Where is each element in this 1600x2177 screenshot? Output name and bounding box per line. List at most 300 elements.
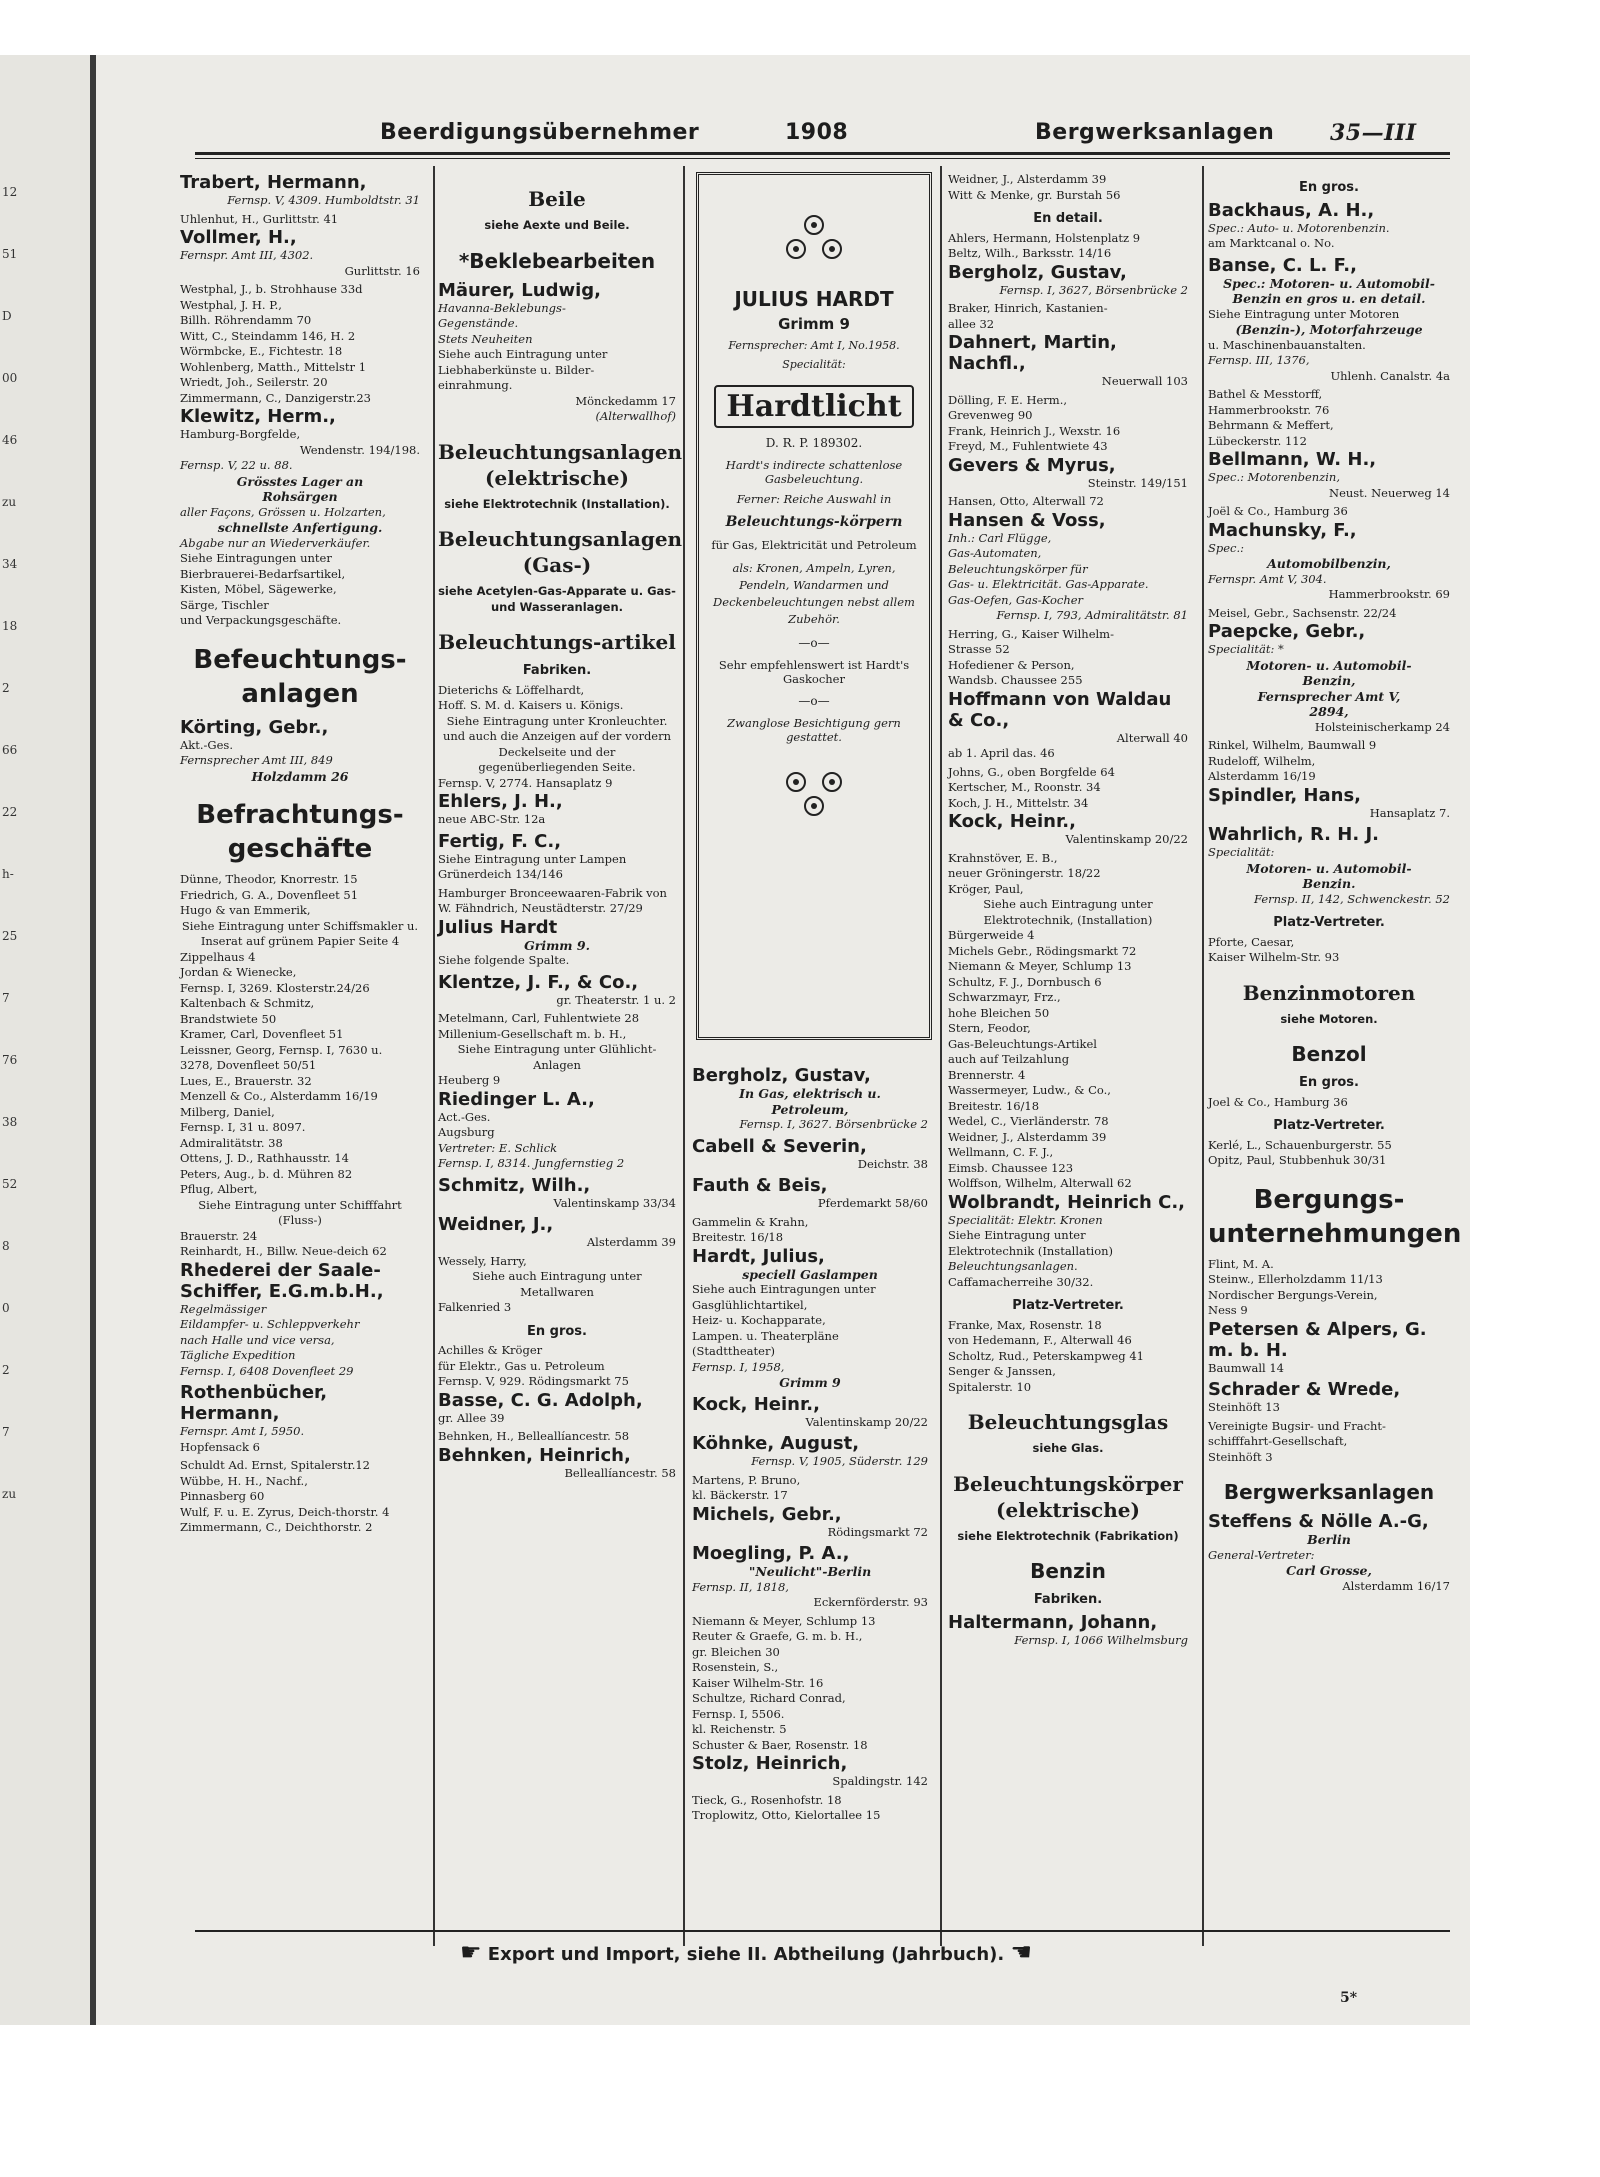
entry-detail: Lampen. u. Theaterpläne bbox=[692, 1328, 839, 1343]
entry-name: Petersen & Alpers, G. m. b. H. bbox=[1208, 1318, 1427, 1361]
entry-detail: Petroleum, bbox=[771, 1101, 849, 1117]
category-heading: Beleuchtungsglas bbox=[967, 1410, 1169, 1434]
directory-entry bbox=[438, 1175, 676, 1212]
entry-line: Metelmann, Carl, Fuhlentwiete 28 bbox=[438, 1011, 640, 1025]
entry-line: Dünne, Theodor, Knorrestr. 15 bbox=[180, 872, 358, 886]
entry-name: Klentze, J. F., & Co., bbox=[438, 971, 639, 993]
entry-line: Behnken, H., Belleallíancestr. 58 bbox=[438, 1429, 630, 1443]
entry-line: kl. Bäckerstr. 17 bbox=[692, 1488, 788, 1502]
entry-line: Niemann & Meyer, Schlump 13 bbox=[948, 959, 1132, 973]
entry-detail: Siehe Eintragung unter bbox=[948, 1228, 1086, 1242]
entry-line: Fernsp. V, 2774. Hansaplatz 9 bbox=[438, 775, 613, 790]
entry-detail: einrahmung. bbox=[438, 378, 513, 392]
directory-entry bbox=[1208, 520, 1450, 603]
entry-line: Vereinigte Bugsir- und Fracht-schifffahrt-Gesellschaft, bbox=[1208, 1418, 1386, 1448]
entry-detail: Valentinskamp 20/22 bbox=[805, 1414, 928, 1429]
entry-detail: Hamburg-Borgfelde, bbox=[180, 427, 301, 441]
category-heading: Benzol bbox=[1291, 1042, 1367, 1066]
entry-detail: Gas-Automaten, bbox=[948, 546, 1042, 560]
entry-line: Lübeckerstr. 112 bbox=[1208, 433, 1307, 448]
entry-detail: Vertreter: E. Schlick bbox=[438, 1140, 558, 1155]
entry-detail: Benzin. bbox=[1302, 876, 1356, 891]
column-divider-1 bbox=[433, 166, 435, 1946]
directory-entry bbox=[1208, 449, 1450, 501]
entry-line: neuer Gröningerstr. 18/22 bbox=[948, 866, 1101, 880]
column-3 bbox=[692, 1065, 928, 1824]
entry-line: Ottens, J. D., Rathhausstr. 14 bbox=[180, 1151, 349, 1165]
entry-name: Fauth & Beis, bbox=[692, 1175, 828, 1196]
entry-name: Steffens & Nölle A.-G, bbox=[1208, 1511, 1429, 1532]
entry-line: kl. Reichenstr. 5 bbox=[692, 1722, 787, 1736]
strip-mark: 8 bbox=[2, 1239, 10, 1253]
entry-detail: Valentinskamp 33/34 bbox=[553, 1195, 676, 1210]
entry-detail: aller Façons, Grössen u. Holzarten, bbox=[180, 504, 386, 519]
directory-entry bbox=[948, 811, 1188, 848]
entry-line: Fernsp. I, 31 u. 8097. bbox=[180, 1120, 306, 1134]
strip-mark: 22 bbox=[2, 805, 18, 819]
entry-detail: Act.-Ges. bbox=[438, 1109, 491, 1124]
directory-entry bbox=[438, 791, 676, 828]
category-heading: Befrachtungs-geschäfte bbox=[196, 800, 404, 864]
directory-entry bbox=[1208, 785, 1450, 822]
entry-line: Bathel & Messtorff, bbox=[1208, 387, 1323, 401]
entry-line: Behrmann & Meffert, bbox=[1208, 418, 1334, 432]
ad-phone: Fernsprecher: Amt I, No.1958. bbox=[728, 339, 900, 352]
directory-entry bbox=[180, 717, 420, 785]
category-reference: siehe Elektrotechnik (Fabrikation) bbox=[957, 1528, 1179, 1543]
category-heading: Beleuchtungsanlagen (elektrische) bbox=[438, 439, 683, 490]
entry-line: Senger & Janssen, bbox=[948, 1364, 1056, 1378]
entry-line: Pinnasberg 60 bbox=[180, 1489, 265, 1503]
entry-name: Rothenbücher, Hermann, bbox=[180, 1382, 328, 1424]
entry-detail: Spec.: bbox=[1208, 540, 1245, 555]
entry-name: Köhnke, August, bbox=[692, 1433, 860, 1454]
entry-detail: nach Halle und vice versa, bbox=[180, 1332, 335, 1347]
entry-line: Hamburger Bronceewaaren-Fabrik von W. Fähndrich, Neustädterstr. 27/29 bbox=[438, 885, 667, 915]
category-heading: Beleuchtungs-artikel bbox=[438, 630, 676, 654]
entry-name: Julius Hardt bbox=[438, 916, 558, 938]
entry-detail: Spaldingstr. 142 bbox=[832, 1774, 928, 1788]
entry-name: Bergholz, Gustav, bbox=[692, 1065, 871, 1086]
entry-detail: Hopfensack 6 bbox=[180, 1439, 260, 1454]
entry-line: Gas-Beleuchtungs-Artikel bbox=[948, 1036, 1097, 1051]
entry-detail: Mönckedamm 17 bbox=[575, 393, 676, 408]
entry-line: Wandsb. Chaussee 255 bbox=[948, 673, 1083, 687]
entry-line: Fernsp. I, 5506. bbox=[692, 1706, 785, 1721]
entry-detail: 2894, bbox=[1309, 704, 1349, 719]
entry-name: Behnken, Heinrich, bbox=[438, 1444, 631, 1466]
entry-detail: Alsterdamm 16/17 bbox=[1342, 1578, 1450, 1593]
entry-line: Schultz, F. J., Dornbusch 6 bbox=[948, 974, 1102, 989]
directory-entry bbox=[692, 1543, 928, 1611]
strip-mark: 25 bbox=[2, 929, 18, 943]
entry-name: Banse, C. L. F., bbox=[1208, 254, 1357, 276]
entry-line: Falkenried 3 bbox=[438, 1300, 512, 1314]
entry-line: Scholtz, Rud., Peterskampweg 41 bbox=[948, 1348, 1144, 1363]
entry-detail: Fernsp. V, 1905, Süderstr. 129 bbox=[751, 1454, 928, 1468]
entry-detail: Holsteinischerkamp 24 bbox=[1314, 719, 1450, 734]
entry-detail: Siehe auch Eintragung unter bbox=[438, 347, 608, 361]
directory-entry bbox=[1208, 621, 1450, 735]
category-heading: Bergwerksanlagen bbox=[1223, 1480, 1435, 1504]
entry-detail: Inh.: Carl Flügge, bbox=[948, 530, 1052, 545]
entry-detail: Havanna-Beklebungs- bbox=[438, 300, 566, 315]
category-heading: *Beklebearbeiten bbox=[458, 248, 656, 273]
entry-name: Mäurer, Ludwig, bbox=[438, 279, 601, 301]
entry-line: Tieck, G., Rosenhofstr. 18 bbox=[692, 1792, 842, 1807]
entry-detail: Wendenstr. 194/198. bbox=[299, 442, 420, 457]
entry-detail: (Benzin-), Motorfahrzeuge bbox=[1235, 322, 1423, 337]
entry-line: Fernsp. V, 929. Rödingsmarkt 75 bbox=[438, 1374, 629, 1388]
entry-line: Herring, G., Kaiser Wilhelm- bbox=[948, 626, 1114, 641]
entry-line: auch auf Teilzahlung bbox=[948, 1052, 1070, 1066]
entry-detail: Fernsp. III, 1376, bbox=[1208, 353, 1310, 367]
entry-detail: Fernsp. I, 8314. Jungfernstieg 2 bbox=[438, 1156, 625, 1170]
entry-line: Stern, Feodor, bbox=[948, 1021, 1031, 1035]
hardtlicht-badge: Hardtlicht bbox=[714, 385, 913, 428]
category-reference: siehe Acetylen-Gas-Apparate u. Gas- und Wasseranlagen. bbox=[438, 584, 676, 614]
directory-entry bbox=[948, 510, 1188, 624]
entry-name: Hoffmann von Waldau & Co., bbox=[948, 688, 1172, 731]
entry-line: Wassermeyer, Ludw., & Co., bbox=[948, 1083, 1111, 1097]
footer-text: Export und Import, siehe II. Abtheilung (Jahrbuch). bbox=[487, 1944, 1005, 1965]
entry-line: Wohlenberg, Matth., Mittelstr 1 bbox=[180, 359, 367, 374]
entry-name: Fertig, F. C., bbox=[438, 830, 562, 852]
entry-detail: In Gas, elektrisch u. bbox=[739, 1086, 881, 1101]
entry-line: Siehe Eintragung unter Kronleuchter. bbox=[446, 713, 668, 728]
entry-name: Schrader & Wrede, bbox=[1208, 1379, 1401, 1400]
entry-detail: Belleallíancestr. 58 bbox=[564, 1465, 676, 1480]
column-2 bbox=[438, 172, 683, 1484]
entry-detail: Gas-Oefen, Gas-Kocher bbox=[948, 592, 1084, 607]
entry-name: Trabert, Hermann, bbox=[180, 172, 367, 193]
entry-line: Wolffson, Wilhelm, Alterwall 62 bbox=[948, 1176, 1132, 1190]
entry-line: Kramer, Carl, Dovenfleet 51 bbox=[180, 1027, 344, 1041]
ad-line-6: Sehr empfehlenswert ist Hardt's Gaskocher bbox=[718, 658, 910, 686]
entry-detail: Siehe Eintragung unter Motoren bbox=[1208, 306, 1400, 321]
entry-detail: Eildampfer- u. Schleppverkehr bbox=[180, 1317, 360, 1331]
entry-line: Reuter & Graefe, G. m. b. H., bbox=[692, 1629, 863, 1643]
sub-heading: Platz-Vertreter. bbox=[1012, 1298, 1124, 1313]
sub-heading: En detail. bbox=[1033, 211, 1103, 226]
entry-detail: Neuerwall 103 bbox=[1101, 374, 1188, 388]
directory-entry bbox=[692, 1136, 928, 1173]
entry-name: Stolz, Heinrich, bbox=[692, 1753, 848, 1774]
entry-line: von Hedemann, F., Alterwall 46 bbox=[948, 1333, 1132, 1347]
entry-line: Spitalerstr. 10 bbox=[948, 1379, 1032, 1394]
entry-detail: Gegenstände. bbox=[438, 316, 519, 330]
header-left: Beerdigungsübernehmer bbox=[380, 120, 700, 145]
entry-line: Schwarzmayr, Frz., bbox=[948, 990, 1061, 1004]
entry-line: Steinhöft 3 bbox=[1208, 1449, 1273, 1464]
entry-line: Hofediener & Person, bbox=[948, 657, 1075, 672]
entry-detail: Siehe Eintragungen unter bbox=[180, 551, 332, 565]
directory-entry bbox=[180, 172, 420, 209]
entry-detail: Motoren- u. Automobil- bbox=[1246, 657, 1412, 673]
directory-entry bbox=[692, 1065, 928, 1133]
strip-mark: zu bbox=[2, 1487, 17, 1501]
entry-detail: Liebhaberkünste u. Bilder- bbox=[438, 362, 595, 377]
entry-detail: Fernsp. II, 142, Schwenckestr. 52 bbox=[1254, 891, 1450, 906]
entry-line: Menzell & Co., Alsterdamm 16/19 bbox=[180, 1089, 378, 1103]
page-number: 35—III bbox=[1330, 120, 1417, 146]
entry-detail: Gurlittstr. 16 bbox=[344, 263, 420, 278]
directory-entry bbox=[692, 1175, 928, 1212]
category-heading: Befeuchtungs-anlagen bbox=[193, 644, 407, 709]
entry-detail: Fernsp. I, 3627, Börsenbrücke 2 bbox=[999, 282, 1188, 297]
sub-heading: En gros. bbox=[1299, 180, 1359, 195]
entry-line: hohe Bleichen 50 bbox=[948, 1005, 1050, 1020]
ornament-dot-icon bbox=[786, 239, 806, 259]
entry-name: Riedinger L. A., bbox=[438, 1088, 595, 1110]
header-year: 1908 bbox=[785, 120, 849, 145]
entry-line: für Elektr., Gas u. Petroleum bbox=[438, 1358, 605, 1373]
entry-name: Bellmann, W. H., bbox=[1208, 449, 1377, 470]
entry-detail: Spec.: Auto- u. Motorenbenzin. bbox=[1208, 220, 1390, 235]
entry-name: Machunsky, F., bbox=[1208, 519, 1357, 541]
entry-line: Schultze, Richard Conrad, bbox=[692, 1691, 846, 1705]
ad-address: Grimm 9 bbox=[778, 315, 850, 333]
entry-detail: Alterwall 40 bbox=[1116, 730, 1188, 745]
directory-entry bbox=[948, 332, 1188, 390]
entry-name: Michels, Gebr., bbox=[692, 1503, 842, 1525]
strip-mark: 38 bbox=[2, 1115, 18, 1129]
entry-name: Basse, C. G. Adolph, bbox=[438, 1389, 643, 1411]
entry-line: Peters, Aug., b. d. Mühren 82 bbox=[180, 1166, 353, 1181]
entry-line: Pforte, Caesar, bbox=[1208, 934, 1295, 949]
ad-patent: D. R. P. 189302. bbox=[765, 436, 863, 450]
entry-detail: Särge, Tischler bbox=[180, 597, 269, 612]
julius-hardt-advertisement bbox=[696, 172, 932, 1040]
category-reference: siehe Glas. bbox=[1032, 1441, 1104, 1455]
category-reference: siehe Aexte und Beile. bbox=[484, 218, 630, 232]
entry-name: Gevers & Myrus, bbox=[948, 454, 1116, 476]
entry-detail: Benzin en gros u. en detail. bbox=[1232, 291, 1426, 306]
entry-line: Rudeloff, Wilhelm, bbox=[1208, 753, 1316, 768]
entry-line: Siehe auch Eintragung unter Metallwaren bbox=[472, 1269, 642, 1299]
entry-detail: Deichstr. 38 bbox=[857, 1156, 928, 1171]
entry-detail: Carl Grosse, bbox=[1286, 1563, 1372, 1578]
entry-line: Nordischer Bergungs-Verein, bbox=[1208, 1287, 1378, 1302]
entry-detail: Heiz- u. Kochapparate, bbox=[692, 1313, 826, 1327]
entry-line: Leissner, Georg, Fernsp. I, 7630 u. bbox=[180, 1042, 383, 1057]
entry-line: Rinkel, Wilhelm, Baumwall 9 bbox=[1208, 738, 1377, 752]
entry-name: Backhaus, A. H., bbox=[1208, 199, 1375, 221]
entry-line: Michels Gebr., Rödingsmarkt 72 bbox=[948, 943, 1137, 958]
strip-mark: 7 bbox=[2, 991, 10, 1005]
entry-detail: Augsburg bbox=[438, 1125, 495, 1139]
entry-detail: Elektrotechnik (Installation) bbox=[948, 1243, 1114, 1258]
entry-name: Bergholz, Gustav, bbox=[948, 261, 1127, 283]
entry-detail: schnellste Anfertigung. bbox=[217, 520, 383, 535]
category-heading: Benzinmotoren bbox=[1242, 980, 1416, 1005]
entry-line: Johns, G., oben Borgfelde 64 bbox=[948, 764, 1115, 779]
entry-name: Wahrlich, R. H. J. bbox=[1208, 824, 1379, 845]
entry-line: Wübbe, H. H., Nachf., bbox=[180, 1473, 308, 1488]
entry-detail: Steinhöft 13 bbox=[1208, 1400, 1280, 1414]
entry-line: Kröger, Paul, bbox=[948, 881, 1024, 896]
entry-line: Uhlenhut, H., Gurlittstr. 41 bbox=[180, 211, 339, 226]
sub-heading: Platz-Vertreter. bbox=[1273, 1118, 1385, 1133]
strip-mark: 18 bbox=[2, 619, 18, 633]
strip-mark: 2 bbox=[2, 1363, 10, 1377]
entry-detail: (Alterwallhof) bbox=[595, 409, 676, 423]
directory-entry bbox=[1208, 1319, 1450, 1377]
entry-line: Bürgerweide 4 bbox=[948, 928, 1035, 942]
entry-line: Westphal, J. H. P., bbox=[180, 297, 282, 312]
entry-detail: Fernsp. I, 1066 Wilhelmsburg bbox=[1014, 1632, 1188, 1647]
entry-detail: Fernsp. I, 1958, bbox=[692, 1359, 785, 1374]
entry-line: Kerlé, L., Schauenburgerstr. 55 bbox=[1208, 1137, 1392, 1152]
entry-line: Braker, Hinrich, Kastanien- bbox=[948, 301, 1108, 315]
entry-line: Wellmann, C. F. J., bbox=[948, 1145, 1054, 1159]
entry-detail: Kisten, Möbel, Sägewerke, bbox=[180, 582, 337, 596]
entry-line: Schuldt Ad. Ernst, Spitalerstr.12 bbox=[180, 1458, 370, 1472]
strip-mark: 34 bbox=[2, 557, 18, 571]
column-1 bbox=[180, 172, 420, 1536]
entry-line: Jordan & Wienecke, bbox=[180, 965, 297, 979]
ornament-dot-icon bbox=[822, 239, 842, 259]
sub-heading: En gros. bbox=[1299, 1075, 1359, 1090]
directory-entry bbox=[1208, 1511, 1450, 1594]
entry-line: Hoff. S. M. d. Kaisers u. Königs. bbox=[438, 698, 624, 712]
entry-detail: und Verpackungsgeschäfte. bbox=[180, 613, 342, 627]
entry-detail: Fernsp. V, 22 u. 88. bbox=[180, 458, 293, 472]
entry-line: Koch, J. H., Mittelstr. 34 bbox=[948, 795, 1089, 810]
footer-rule bbox=[195, 1930, 1450, 1932]
entry-name: Klewitz, Herm., bbox=[180, 406, 336, 427]
ad-line-4: für Gas, Elektricität und Petroleum bbox=[711, 538, 917, 552]
entry-detail: Fernsp. II, 1818, bbox=[692, 1579, 789, 1594]
entry-line: Ness 9 bbox=[1208, 1303, 1248, 1317]
entry-line: Strasse 52 bbox=[948, 642, 1010, 656]
entry-line: Brennerstr. 4 bbox=[948, 1067, 1026, 1082]
entry-detail: Spec.: Motorenbenzin, bbox=[1208, 470, 1340, 484]
directory-entry bbox=[438, 1214, 676, 1251]
entry-detail: Beleuchtungskörper für bbox=[948, 561, 1088, 576]
entry-line: Kaiser Wilhelm-Str. 93 bbox=[1208, 950, 1340, 964]
entry-name: Hardt, Julius, bbox=[692, 1245, 825, 1267]
previous-page-edge bbox=[0, 55, 95, 2025]
entry-line: Friedrich, G. A., Dovenfleet 51 bbox=[180, 887, 359, 902]
signature-mark: 5* bbox=[1340, 1990, 1358, 2006]
directory-entry bbox=[692, 1246, 928, 1391]
entry-detail: Caffamacherreihe 30/32. bbox=[948, 1274, 1094, 1289]
entry-detail: (Stadttheater) bbox=[692, 1344, 775, 1358]
entry-line: Wörmbcke, E., Fichtestr. 18 bbox=[180, 344, 343, 358]
entry-line: Alsterdamm 16/19 bbox=[1208, 769, 1316, 783]
entry-detail: Berlin bbox=[1307, 1532, 1351, 1547]
sub-heading: Fabriken. bbox=[522, 663, 592, 678]
entry-detail: Spec.: Motoren- u. Automobil- bbox=[1223, 275, 1435, 291]
entry-line: Millenium-Gesellschaft m. b. H., bbox=[438, 1026, 627, 1041]
directory-entry bbox=[438, 1390, 676, 1427]
ad-line-1: Hardt's indirecte schattenlose Gasbeleuchtung. bbox=[725, 458, 903, 486]
strip-mark: 0 bbox=[2, 1301, 10, 1315]
entry-detail: Grimm 9. bbox=[524, 937, 590, 953]
entry-detail: gr. Allee 39 bbox=[438, 1410, 505, 1425]
entry-name: Ehlers, J. H., bbox=[438, 791, 563, 812]
entry-detail: Fernsp. V, 4309. Humboldtstr. 31 bbox=[227, 193, 420, 207]
entry-detail: Gas- u. Elektricität. Gas-Apparate. bbox=[948, 577, 1149, 591]
entry-line: Admiralitätstr. 38 bbox=[180, 1135, 283, 1150]
entry-name: Haltermann, Johann, bbox=[948, 1611, 1158, 1633]
header-rule bbox=[195, 152, 1450, 155]
entry-detail: Eckernförderstr. 93 bbox=[813, 1595, 928, 1609]
entry-detail: Specialität: Elektr. Kronen bbox=[948, 1212, 1103, 1227]
directory-entry bbox=[438, 1445, 676, 1482]
entry-name: Kock, Heinr., bbox=[692, 1393, 820, 1415]
strip-mark: h- bbox=[2, 867, 14, 881]
ad-line-2: Ferner: Reiche Auswahl in bbox=[736, 492, 892, 506]
entry-line: Hansen, Otto, Alterwall 72 bbox=[948, 494, 1104, 508]
pointing-hand-icon: ☚ bbox=[1010, 1938, 1033, 1966]
entry-line: Witt, C., Steindamm 146, H. 2 bbox=[180, 328, 356, 343]
strip-mark: 52 bbox=[2, 1177, 18, 1191]
directory-entry bbox=[692, 1394, 928, 1431]
ad-ornament-bottom bbox=[699, 772, 929, 820]
entry-line: Beltz, Wilh., Barksstr. 14/16 bbox=[948, 246, 1112, 260]
entry-line: Ahlers, Hermann, Holstenplatz 9 bbox=[948, 230, 1141, 245]
entry-name: Dahnert, Martin, Nachfl., bbox=[948, 332, 1117, 374]
entry-line: Hammerbrookstr. 76 bbox=[1208, 402, 1330, 417]
entry-line: gr. Bleichen 30 bbox=[692, 1644, 780, 1659]
entry-line: Wriedt, Joh., Seilerstr. 20 bbox=[180, 375, 328, 389]
ornament-dot-icon bbox=[786, 772, 806, 792]
entry-line: Zimmermann, C., Deichthorstr. 2 bbox=[180, 1520, 373, 1534]
entry-line: Kaiser Wilhelm-Str. 16 bbox=[692, 1675, 824, 1690]
entry-line: Zippelhaus 4 bbox=[180, 949, 256, 964]
entry-line: Milberg, Daniel, bbox=[180, 1104, 275, 1119]
strip-mark: 00 bbox=[2, 371, 18, 385]
entry-line: Dieterichs & Löffelhardt, bbox=[438, 682, 585, 697]
entry-detail: Motoren- u. Automobil- bbox=[1246, 860, 1412, 876]
entry-line: Breitestr. 16/18 bbox=[948, 1098, 1040, 1113]
entry-detail: Uhlenh. Canalstr. 4a bbox=[1330, 368, 1450, 383]
entry-detail: Fernspr. Amt V, 304. bbox=[1208, 571, 1327, 586]
header-right: Bergwerksanlagen bbox=[1035, 120, 1275, 145]
category-heading: Beleuchtungsanlagen (Gas-) bbox=[438, 527, 683, 577]
entry-detail: Specialität: bbox=[1208, 845, 1275, 859]
entry-line: Grevenweg 90 bbox=[948, 408, 1033, 422]
entry-line: Siehe auch Eintragung unter Elektrotechnik, (Installation) bbox=[983, 897, 1153, 927]
directory-entry bbox=[438, 972, 676, 1009]
ornament-dot-icon bbox=[804, 215, 824, 235]
strip-mark: 2 bbox=[2, 681, 10, 695]
column-divider-2 bbox=[683, 166, 685, 1946]
directory-entry bbox=[438, 280, 676, 425]
entry-line: Hugo & van Emmerik, bbox=[180, 903, 311, 917]
directory-entry bbox=[948, 1612, 1188, 1649]
entry-line: Eimsb. Chaussee 123 bbox=[948, 1160, 1074, 1175]
strip-mark: 51 bbox=[2, 247, 18, 261]
entry-detail: Akt.-Ges. bbox=[180, 737, 233, 752]
strip-mark: 46 bbox=[2, 433, 18, 447]
category-heading: Benzin bbox=[1030, 1559, 1106, 1583]
entry-line: Heuberg 9 bbox=[438, 1073, 501, 1087]
entry-detail: Fernsprecher Amt V, bbox=[1257, 688, 1401, 704]
entry-detail: Fernsprecher Amt III, 849 bbox=[180, 753, 333, 767]
ad-line-5: als: Kronen, Ampeln, Lyren, Pendeln, Wandarmen und Deckenbeleuchtungen nebst allem Zubehör. bbox=[713, 561, 915, 626]
entry-detail: Benzin, bbox=[1302, 673, 1356, 688]
entry-line: Franke, Max, Rosenstr. 18 bbox=[948, 1317, 1102, 1332]
pointing-hand-icon: ☛ bbox=[460, 1938, 482, 1966]
entry-detail: Specialität: * bbox=[1208, 642, 1284, 656]
entry-detail: Baumwall 14 bbox=[1208, 1360, 1284, 1375]
entry-line: Joël & Co., Hamburg 36 bbox=[1208, 504, 1348, 518]
entry-detail: Regelmässiger bbox=[180, 1301, 267, 1316]
column-4 bbox=[948, 172, 1188, 1651]
